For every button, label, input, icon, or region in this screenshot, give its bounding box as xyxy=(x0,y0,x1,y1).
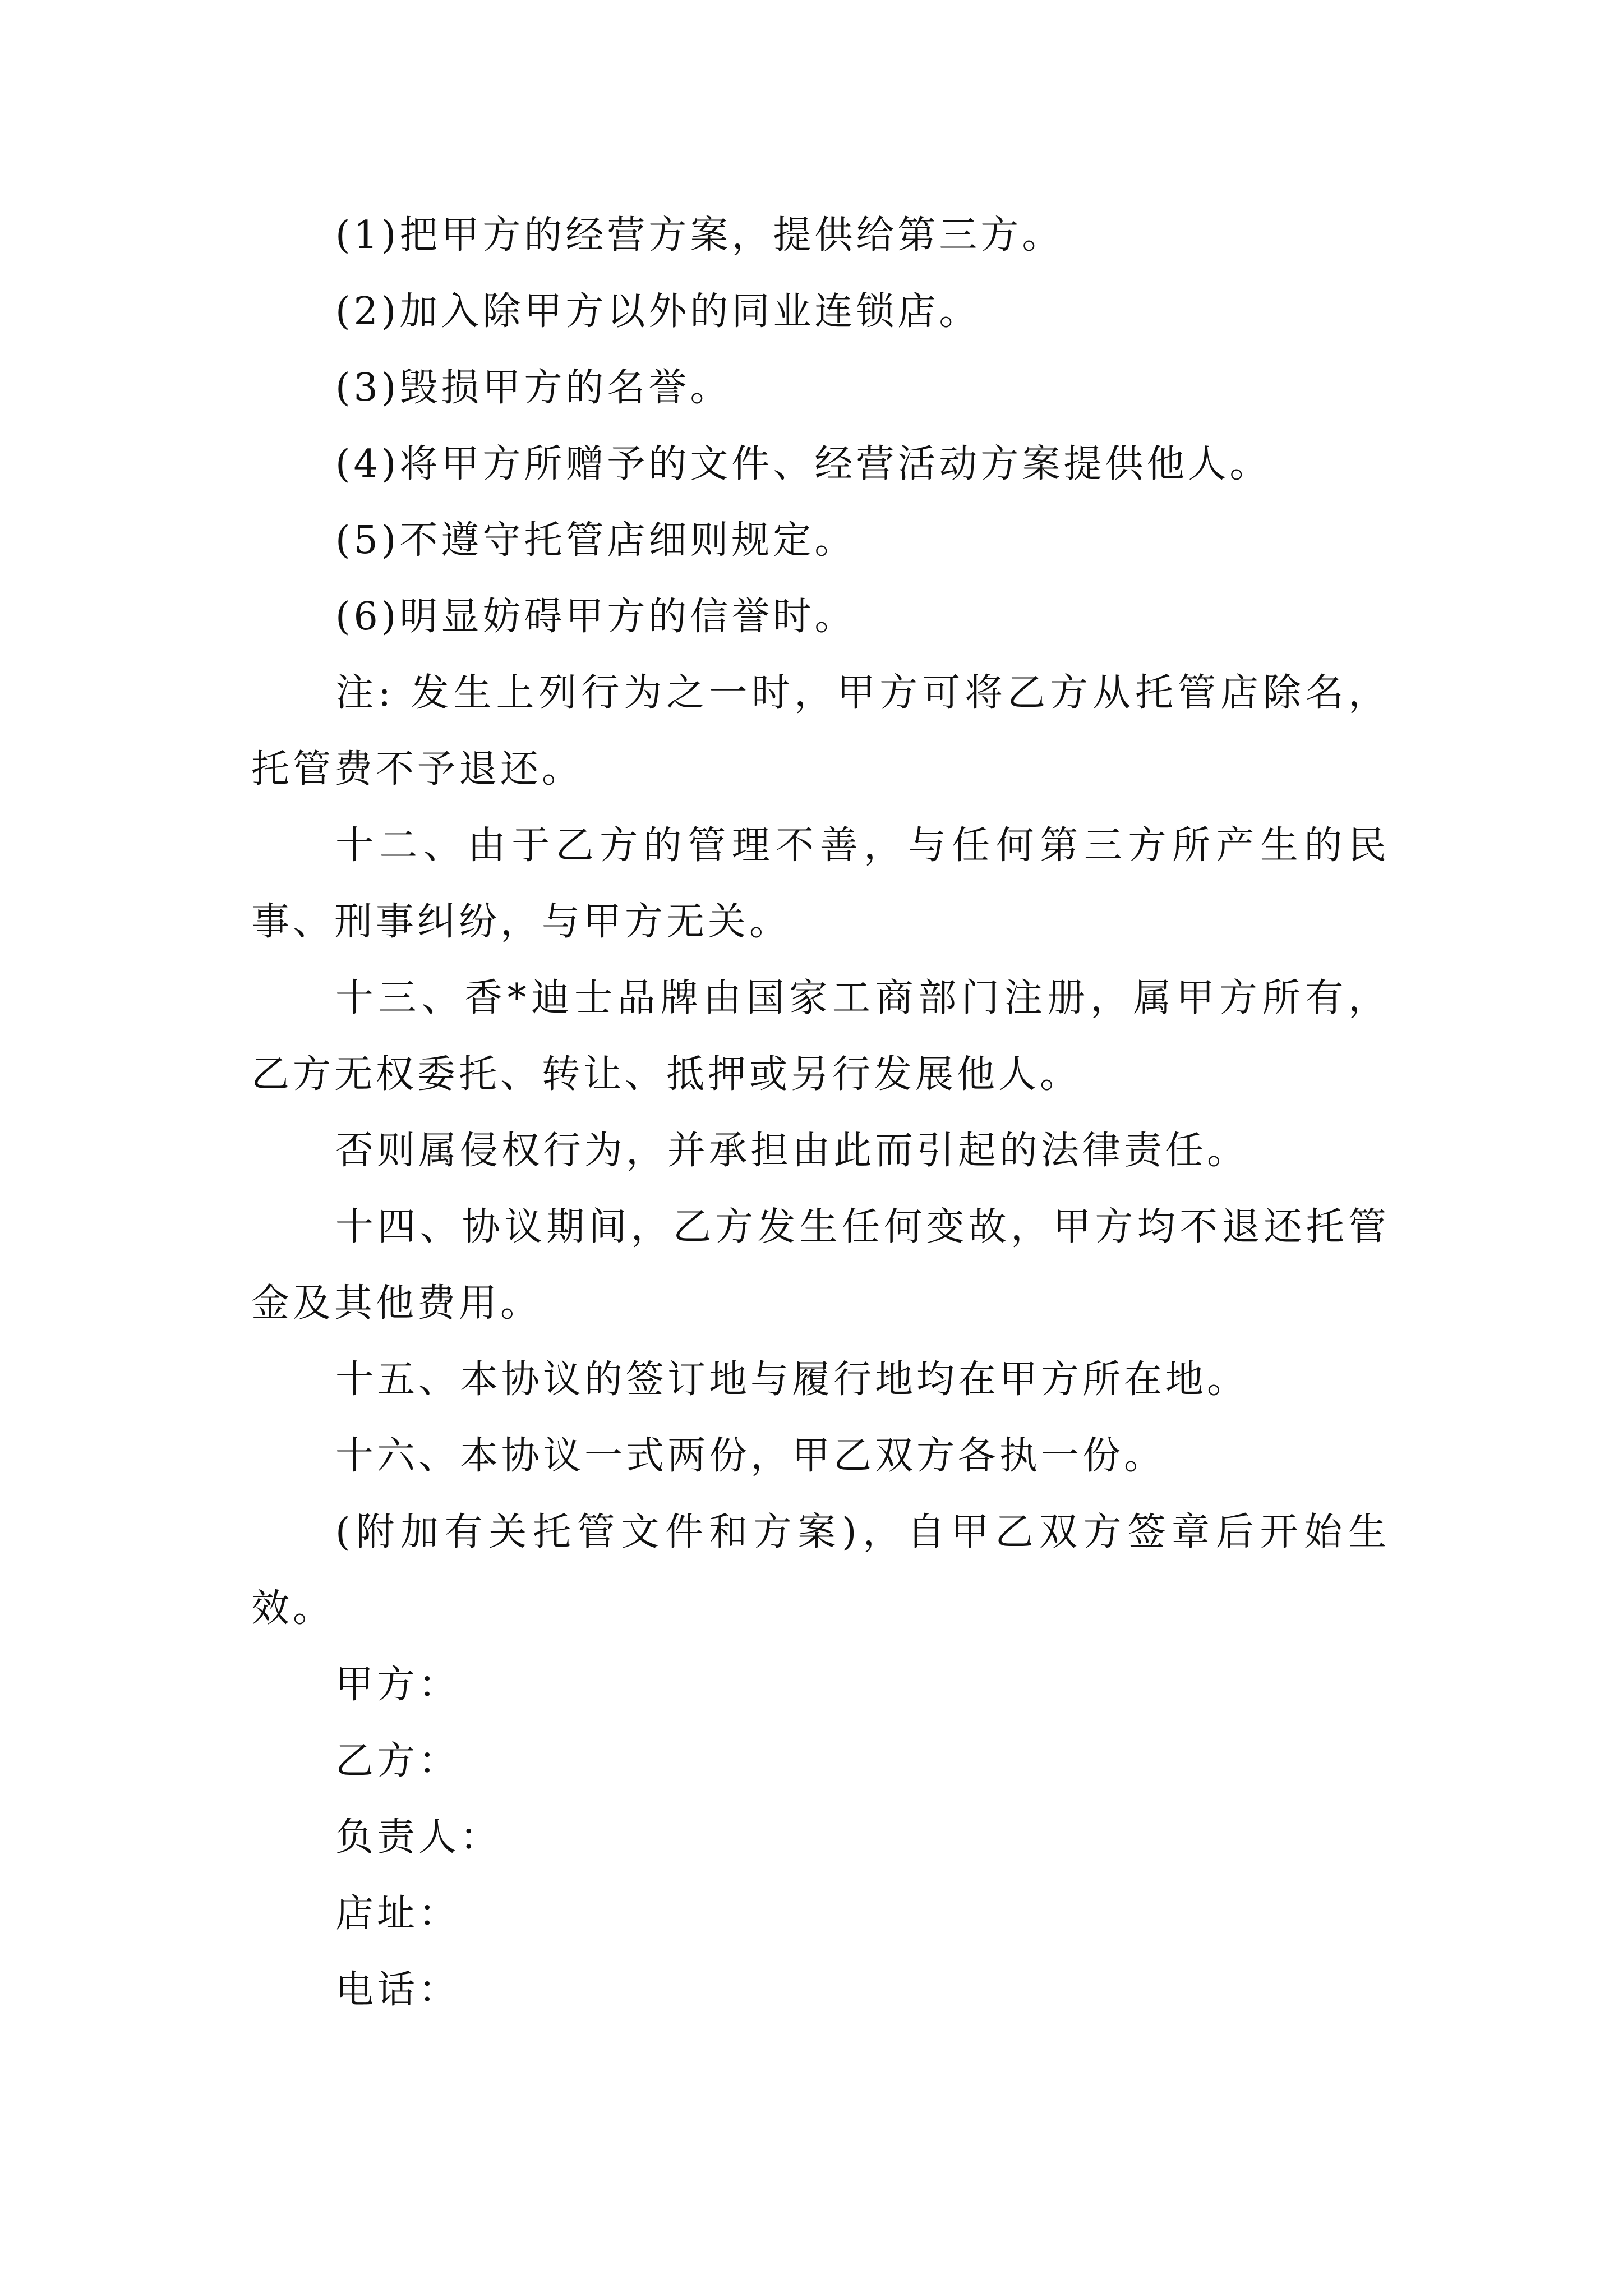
list-item: (5)不遵守托管店细则规定。 xyxy=(335,518,856,563)
person-in-charge-label: 负责人： xyxy=(335,1815,502,1860)
clause-15: 十五、本协议的签订地与履行地均在甲方所在地。 xyxy=(335,1358,1249,1402)
party-b-label: 乙方： xyxy=(335,1739,460,1783)
list-item: (4)将甲方所赠予的文件、经营活动方案提供他人。 xyxy=(335,442,1271,486)
phone-label: 电话： xyxy=(335,1968,460,2012)
document-body xyxy=(251,197,1390,2028)
list-item: (1)把甲方的经营方案，提供给第三方。 xyxy=(335,213,1064,257)
party-a-label: 甲方： xyxy=(335,1663,460,1707)
clause-13-continuation: 否则属侵权行为，并承担由此而引起的法律责任。 xyxy=(335,1129,1249,1173)
list-item: (3)毁损甲方的名誉。 xyxy=(335,366,732,410)
address-label: 店址： xyxy=(335,1892,460,1936)
clause-14: 十四、协议期间，乙方发生任何变故，甲方均不退还托管金及其他费用。 xyxy=(251,1205,1390,1326)
clause-13: 十三、香*迪士品牌由国家工商部门注册，属甲方所有，乙方无权委托、转让、抵押或另行发展他人。 xyxy=(251,976,1390,1097)
list-item: (2)加入除甲方以外的同业连锁店。 xyxy=(335,289,981,334)
clause-12: 十二、由于乙方的管理不善，与任何第三方所产生的民事、刑事纠纷，与甲方无关。 xyxy=(251,823,1390,944)
clause-16: 十六、本协议一式两份，甲乙双方各执一份。 xyxy=(335,1434,1166,1478)
list-item: (6)明显妨碍甲方的信誉时。 xyxy=(335,595,856,639)
note-paragraph: 注: 发生上列行为之一时，甲方可将乙方从托管店除名，托管费不予退还。 xyxy=(251,671,1390,792)
attachment-paragraph: (附加有关托管文件和方案)，自甲乙双方签章后开始生效。 xyxy=(251,1510,1390,1631)
